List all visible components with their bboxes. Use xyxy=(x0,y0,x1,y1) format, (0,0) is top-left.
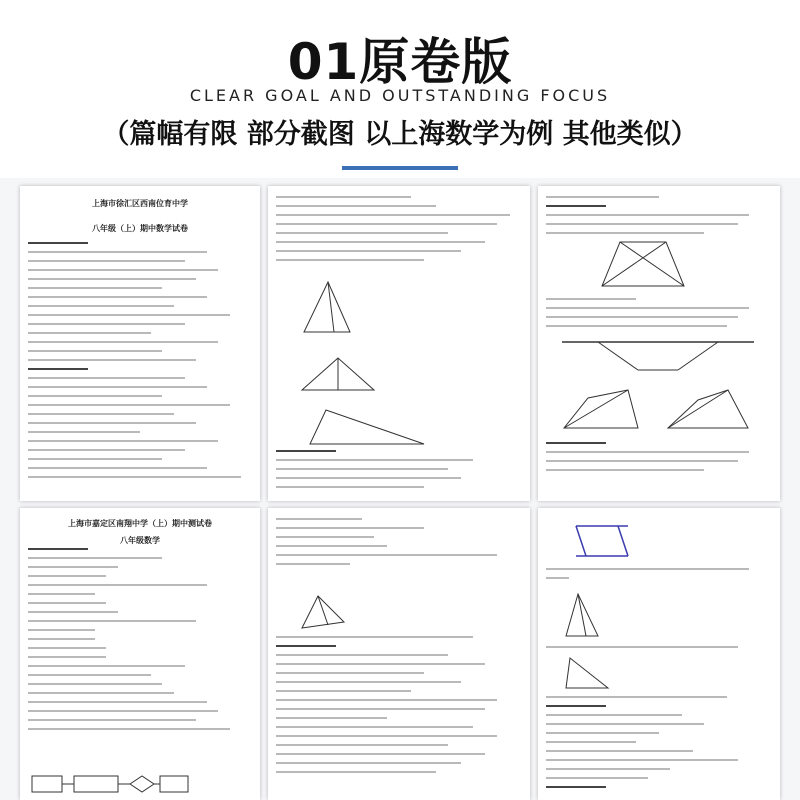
geometry-figures xyxy=(558,384,758,434)
text-lines xyxy=(546,568,772,586)
exam-page-preview xyxy=(268,186,530,501)
exam-school-title: 上海市徐汇区西南位育中学 xyxy=(92,198,188,208)
triangle-figure xyxy=(308,408,428,448)
text-lines xyxy=(28,242,252,485)
text-lines xyxy=(276,450,522,495)
exam-page-preview xyxy=(538,186,780,501)
exam-page-preview xyxy=(20,186,260,501)
text-lines xyxy=(546,442,772,478)
exam-paper-title: 八年级数学 xyxy=(120,535,160,545)
triangle-figure xyxy=(298,354,378,394)
text-lines xyxy=(276,518,522,572)
triangle-figure xyxy=(298,592,348,632)
text-lines xyxy=(546,196,772,241)
triangle-figure xyxy=(298,278,358,338)
exam-page-preview xyxy=(538,508,780,800)
exam-page-preview xyxy=(268,508,530,800)
text-lines xyxy=(276,636,522,780)
text-lines xyxy=(546,696,772,795)
accent-bar xyxy=(342,166,458,170)
bridge-figure xyxy=(558,336,758,376)
flowchart-figure xyxy=(30,772,190,798)
trapezoid-figure xyxy=(598,238,688,290)
exam-school-title: 上海市嘉定区南翔中学（上）期中测试卷 xyxy=(68,518,212,528)
text-lines xyxy=(28,548,252,737)
page-subtitle: CLEAR GOAL AND OUTSTANDING FOCUS xyxy=(189,86,611,105)
parallelogram-figure xyxy=(572,522,632,562)
exam-paper-title: 八年级（上）期中数学试卷 xyxy=(92,223,188,233)
page-note: （篇幅有限 部分截图 以上海数学为例 其他类似） xyxy=(102,119,698,150)
exam-page-preview xyxy=(20,508,260,800)
text-lines xyxy=(546,298,772,334)
page-title: 01原卷版 xyxy=(287,33,513,91)
triangle-figure xyxy=(562,654,612,694)
triangle-figure xyxy=(562,590,602,640)
text-lines xyxy=(276,196,522,268)
